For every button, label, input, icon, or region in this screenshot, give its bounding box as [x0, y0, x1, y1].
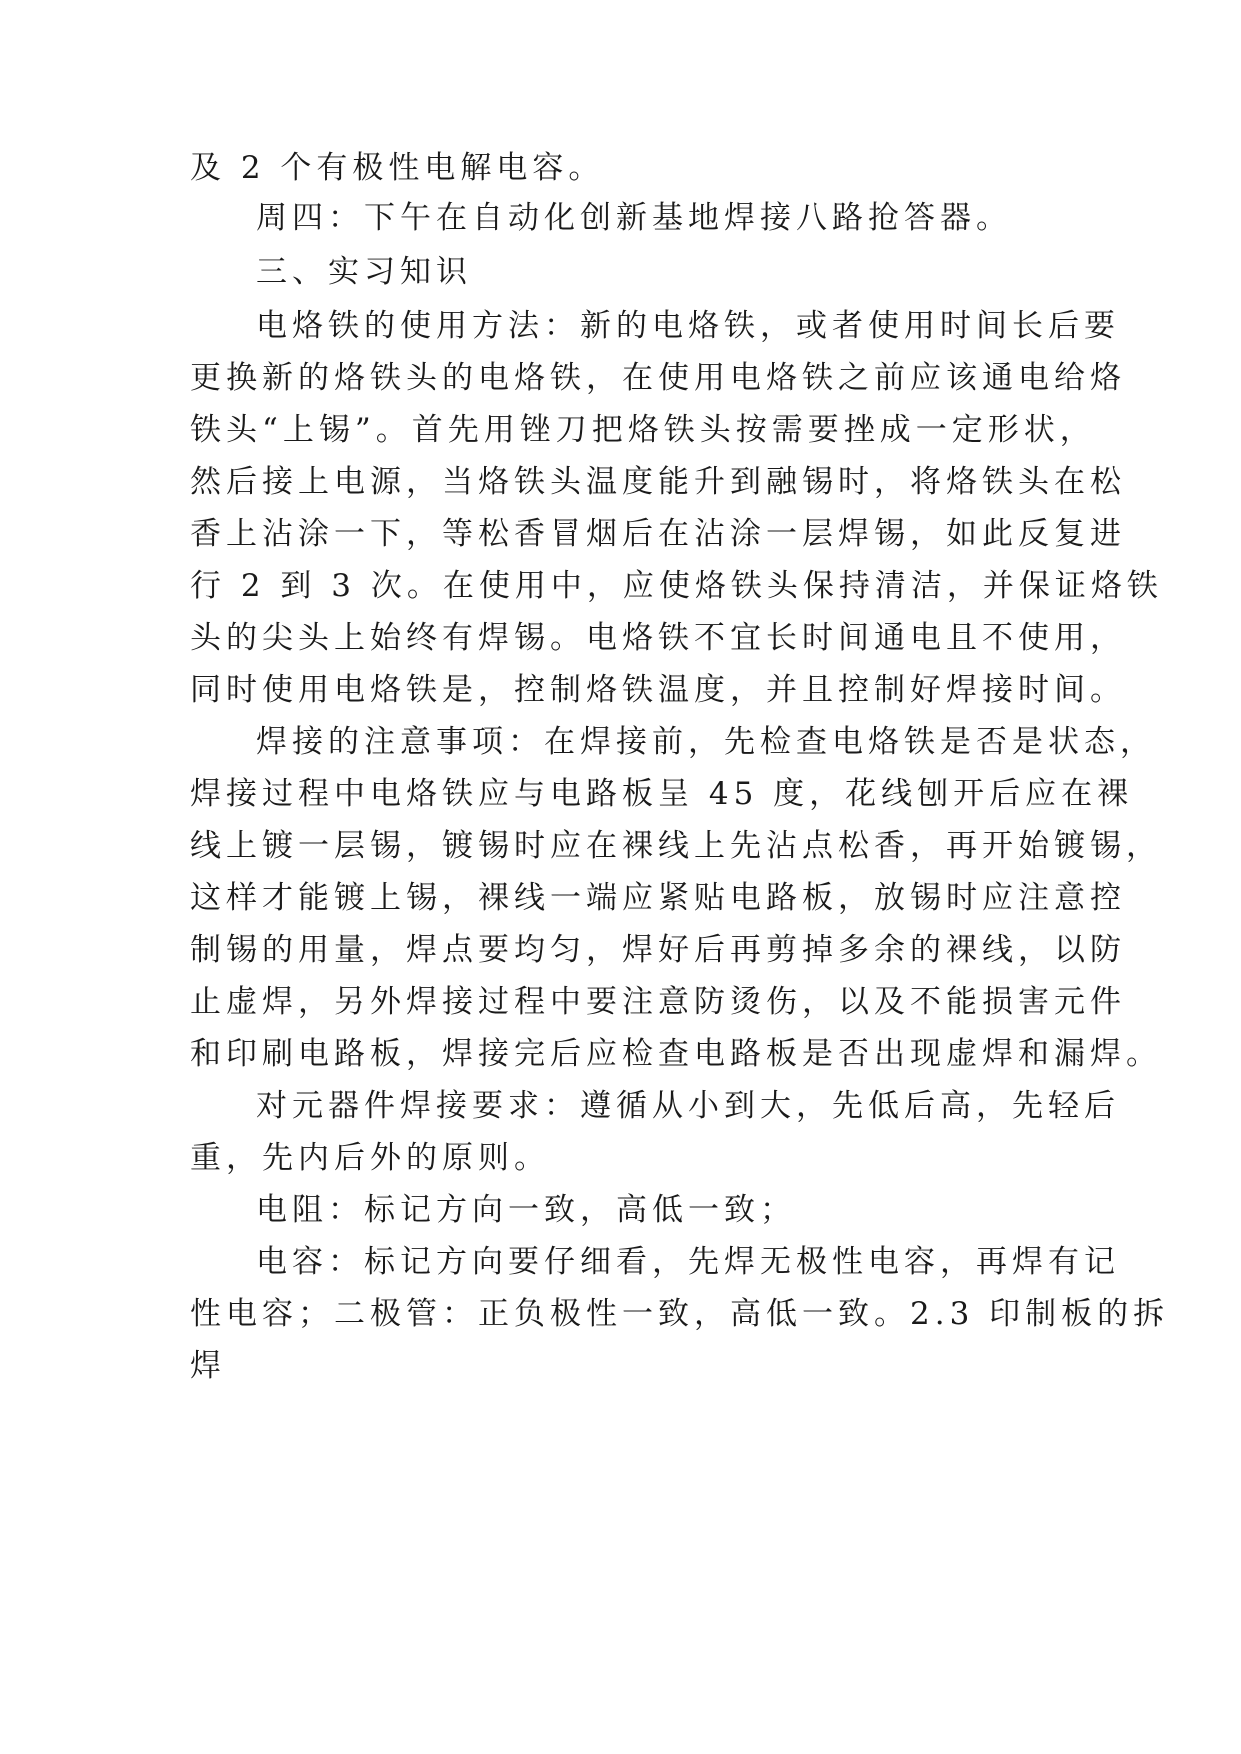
text-line: 这样才能镀上锡，裸线一端应紧贴电路板，放锡时应注意控	[190, 880, 1126, 916]
text-line: 焊接过程中电烙铁应与电路板呈 45 度，花线刨开后应在裸	[190, 776, 1134, 812]
text-line: 线上镀一层锡，镀锡时应在裸线上先沾点松香，再开始镀锡，	[190, 828, 1162, 864]
text-line: 电烙铁的使用方法：新的电烙铁，或者使用时间长后要	[256, 308, 1120, 344]
text-line: 头的尖头上始终有焊锡。电烙铁不宜长时间通电且不使用，	[190, 620, 1126, 656]
text-line: 行 2 到 3 次。在使用中，应使烙铁头保持清洁，并保证烙铁	[190, 568, 1163, 604]
text-line: 同时使用电烙铁是，控制烙铁温度，并且控制好焊接时间。	[190, 672, 1126, 708]
text-line: 对元器件焊接要求：遵循从小到大，先低后高，先轻后	[256, 1088, 1120, 1124]
text-line: 重，先内后外的原则。	[190, 1140, 550, 1176]
text-line: 周四：下午在自动化创新基地焊接八路抢答器。	[256, 200, 1012, 236]
text-line: 焊接的注意事项：在焊接前，先检查电烙铁是否是状态，	[256, 724, 1156, 760]
section-heading: 三、实习知识	[256, 254, 472, 290]
text-line: 然后接上电源，当烙铁头温度能升到融锡时，将烙铁头在松	[190, 464, 1126, 500]
text-line: 制锡的用量，焊点要均匀，焊好后再剪掉多余的裸线，以防	[190, 932, 1126, 968]
text-line: 止虚焊，另外焊接过程中要注意防烫伤，以及不能损害元件	[190, 984, 1126, 1020]
text-line: 电容：标记方向要仔细看，先焊无极性电容，再焊有记	[256, 1244, 1120, 1280]
text-line: 电阻：标记方向一致，高低一致；	[256, 1192, 796, 1228]
text-line: 焊	[190, 1348, 226, 1384]
text-line: 和印刷电路板，焊接完后应检查电路板是否出现虚焊和漏焊。	[190, 1036, 1162, 1072]
text-line: 性电容；二极管：正负极性一致，高低一致。2.3 印制板的拆	[190, 1296, 1170, 1332]
text-line: 及 2 个有极性电解电容。	[190, 150, 605, 186]
text-line: 铁头“上锡”。首先用锉刀把烙铁头按需要挫成一定形状，	[190, 412, 1096, 448]
text-line: 更换新的烙铁头的电烙铁，在使用电烙铁之前应该通电给烙	[190, 360, 1126, 396]
text-line: 香上沾涂一下，等松香冒烟后在沾涂一层焊锡，如此反复进	[190, 516, 1126, 552]
